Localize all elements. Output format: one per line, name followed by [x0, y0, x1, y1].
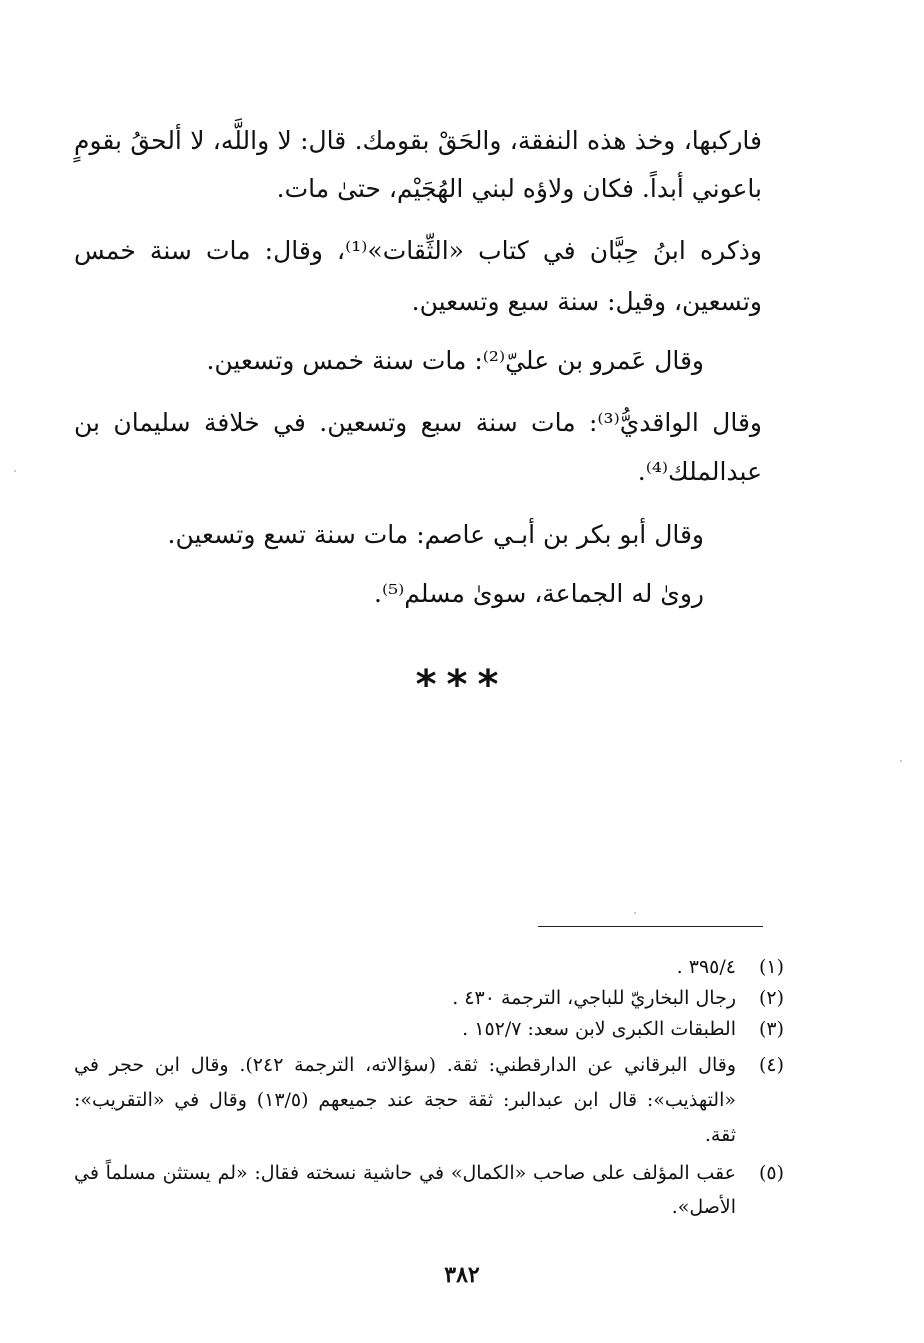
footnote-text-1: ٣٩٥/٤ . [676, 956, 736, 978]
body-line-2: باعوني أبداً. فكان ولاؤه لبني الهُجَيْم، حتىٰ مات. [276, 174, 762, 203]
footnote-text-2: رجال البخاريّ للباجي، الترجمة ٤٣٠ . [452, 987, 736, 1009]
body-line-6: وقال الواقديُّ⁽³⁾: مات سنة سبع وتسعين. في خلافة سليمان بن [74, 408, 762, 437]
footnote-text-5-line-1: عقب المؤلف على صاحب «الكمال» في حاشية نسخته فقال: «لم يستثن مسلماً في [74, 1162, 736, 1184]
footnote-text-3: الطبقات الكبرى لابن سعد: ١٥٢/٧ . [462, 1018, 736, 1040]
footnote-number-3: (٣) [758, 1018, 784, 1040]
section-separator: *** [415, 662, 509, 708]
body-line-5: وقال عَمرو بن عليّ⁽²⁾: مات سنة خمس وتسعين. [206, 346, 704, 375]
scan-speck [900, 760, 902, 762]
footnote-rule [538, 926, 763, 927]
body-line-3: وذكره ابنُ حِبَّان في كتاب «الثِّقات»⁽¹⁾، وقال: مات سنة خمس [74, 236, 762, 265]
scan-speck [634, 912, 636, 914]
body-line-4: وتسعين، وقيل: سنة سبع وتسعين. [411, 287, 762, 316]
footnote-number-2: (٢) [758, 987, 784, 1009]
body-line-9: رویٰ له الجماعة، سویٰ مسلم⁽⁵⁾. [374, 579, 704, 608]
body-line-8: وقال أبو بكر بن أبـي عاصم: مات سنة تسع وتسعين. [167, 520, 704, 549]
body-line-1: فاركبها، وخذ هذه النفقة، والحَقْ بقومك. قال: لا واللَّه، لا ألحقُ بقومٍ [74, 126, 762, 155]
body-line-7: عبدالملك⁽⁴⁾. [637, 457, 762, 486]
footnote-number-5: (٥) [758, 1162, 784, 1184]
footnote-number-4: (٤) [758, 1054, 784, 1076]
footnote-text-4-line-1: وقال البرقاني عن الدارقطني: ثقة. (سؤالاته، الترجمة ٢٤٢). وقال ابن حجر في [74, 1054, 737, 1076]
footnote-number-1: (١) [758, 956, 784, 978]
footnote-text-4-line-3: ثقة. [704, 1124, 736, 1146]
footnote-text-5-line-2: الأصل». [671, 1196, 736, 1218]
scan-speck [14, 470, 16, 472]
footnote-text-4-line-2: «التهذيب»: قال ابن عبدالبر: ثقة حجة عند جميعهم (١٣/٥) وقال في «التقريب»: [74, 1089, 736, 1111]
page-number: ٣٨٢ [444, 1262, 480, 1288]
